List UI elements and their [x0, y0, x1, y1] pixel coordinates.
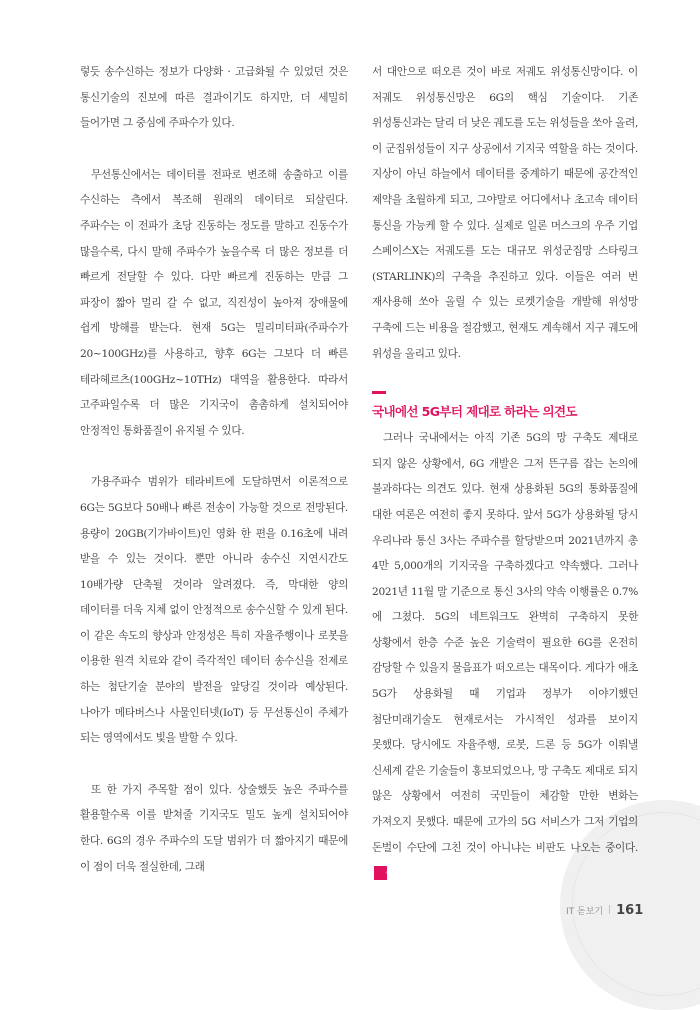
left-column: [80, 60, 348, 880]
right-column: [372, 60, 638, 887]
end-mark-icon: 신세: [374, 866, 387, 880]
section-title: 국내에선 5G부터 제대로 하라는 의견도: [372, 404, 577, 420]
paragraph-text: 그러나 국내에서는 아직 기존 5G의 망 구축도 제대로 되지 않은 상황에서, 6G 개발은 그저 뜬구름 잡는 논의에 불과하다는 의견도 있다. 현재 상용화된 5G의 통화품질에 대한 여론은 여전히 좋지 못하다. 앞서 5G가 상용화될 당시 우리나라 통신 3사는 주파수를 할당받으며 2021년까지 총 4만 5,000개의 기지국을 구축하겠다고 약속했다. 그러나 2021년 11월 말 기준으로 통신 3사의 약속 이행률은 0.7%에 그쳤다. 5G의 네트워크도 완벽히 구축하지 못한 상황에서 한층 수준 높은 기술력이 필요한 6G를 온전히 감당할 수 있을지 물음표가 떠오르는 대목이다. 게다가 애초 5G가 상용화될 때 기업과 정부가 이야기했던 첨단미래기술도 현재로서는 가시적인 성과를 보이지 못했다. 당시에도 자율주행, 로봇, 드론 등 5G가 이뤄낼 신세계 같은 기술들이 홍보되었으나, 망 구축도 제대로 되지 않은 상황에서 여전히 국민들이 체감할 만한 변화는 가져오지 못했다. 때문에 고가의 5G 서비스가 그저 기업의 돈벌이 수단에 그친 것이 아니냐는 비판도 나오는 중이다.: [372, 432, 638, 854]
body-paragraph: 렇듯 송수신하는 정보가 다양화 · 고급화될 수 있었던 것은 통신기술의 진보에 따른 결과이기도 하지만, 더 세밀히 들어가면 그 중심에 주파수가 있다.: [80, 66, 348, 130]
heading-accent-bar: [372, 391, 386, 394]
body-paragraph: [372, 426, 638, 887]
footer-divider: [609, 905, 610, 914]
page-footer: [566, 903, 643, 918]
body-paragraph: 또 한 가지 주목할 점이 있다. 상술했듯 높은 주파수를 활용할수록 이를 받쳐줄 기지국도 밀도 높게 설치되어야 한다. 6G의 경우 주파수의 도달 범위가 더 짧아지기 때문에 이 점이 더욱 절실한데, 그래: [80, 783, 348, 873]
paragraph-gap: [80, 752, 348, 778]
body-paragraph: 서 대안으로 떠오른 것이 바로 저궤도 위성통신망이다. 이 저궤도 위성통신망은 6G의 핵심 기술이다. 기존 위성통신과는 달리 더 낮은 궤도를 도는 위성들을 쏘아 올려, 이 군집위성들이 지구 상공에서 기지국 역할을 하는 것이다. 지상이 아닌 하늘에서 데이터를 중계하기 때문에 공간적인 제약을 초월하게 되고, 그야말로 어디에서나 초고속 데이터 통신을 가능케 할 수 있다. 실제로 일론 머스크의 우주 기업 스페이스X는 저궤도를 도는 대규모 위성군집망 스타링크(STARLINK)의 구축을 추진하고 있다. 이들은 여러 번 재사용해 쏘아 올릴 수 있는 로켓기술을 개발해 위성망 구축에 드는 비용을 절감했고, 현재도 계속해서 지구 궤도에 위성을 올리고 있다.: [372, 66, 639, 360]
footer-section-name: IT 돋보기: [566, 907, 604, 917]
body-paragraph: 가용주파수 범위가 테라비트에 도달하면서 이론적으로 6G는 5G보다 50배나 빠른 전송이 가능할 것으로 전망된다. 용량이 20GB(기가바이트)인 영화 한 편을 0.16초에 내려 받을 수 있는 것이다. 뿐만 아니라 송수신 지연시간도 10배가량 단축될 것이라 알려졌다. 즉, 막대한 양의 데이터를 더욱 지체 없이 안정적으로 송수신할 수 있게 된다. 이 같은 속도의 향상과 안정성은 특히 자율주행이나 로봇을 이용한 원격 치료와 같이 즉각적인 데이터 송수신을 전제로 하는 첨단기술 분야의 발전을 앞당길 것이라 예상된다. 나아가 메타버스나 사물인터넷(IoT) 등 무선통신이 주체가 되는 영역에서도 빛을 발할 수 있다.: [80, 476, 348, 745]
page-number: 161: [616, 903, 644, 918]
paragraph-gap: [80, 137, 348, 163]
body-paragraph: 무선통신에서는 데이터를 전파로 변조해 송출하고 이를 수신하는 측에서 복조해 원래의 데이터로 되살린다. 주파수는 이 전파가 초당 진동하는 정도를 말하고 진동수가 많을수록, 다시 말해 주파수가 높을수록 더 많은 정보를 더 빠르게 전달할 수 있다. 다만 빠르게 진동하는 만큼 그 파장이 짧아 멀리 갈 수 없고, 직진성이 높아져 장애물에 쉽게 방해를 받는다. 현재 5G는 밀리미터파(주파수가 20~100GHz)를 사용하고, 향후 6G는 그보다 더 빠른 테라헤르츠(100GHz~10THz) 대역을 활용한다. 따라서 고주파일수록 더 많은 기지국이 촘촘하게 설치되어야 안정적인 통화품질이 유지될 수 있다.: [80, 168, 348, 437]
section-heading: [372, 391, 638, 424]
paragraph-gap: [80, 444, 348, 470]
